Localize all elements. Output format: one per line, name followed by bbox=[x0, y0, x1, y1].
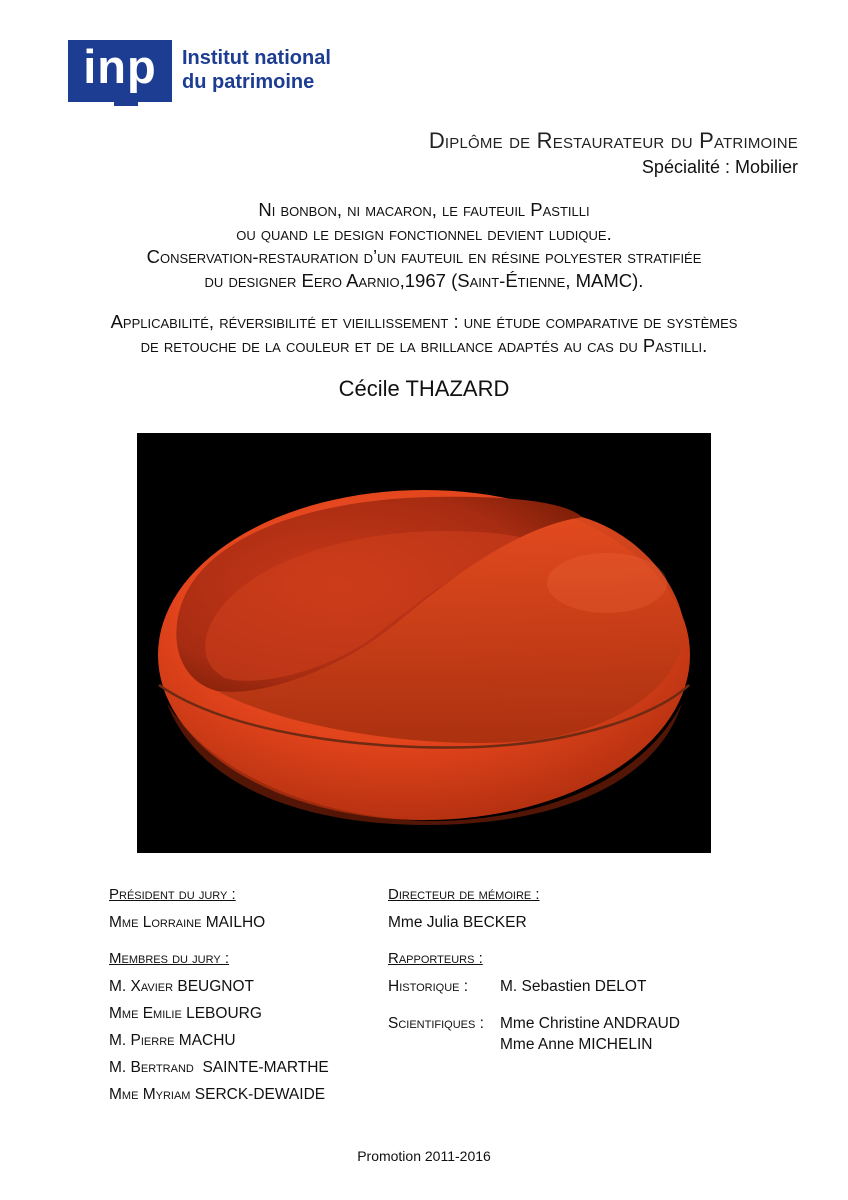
title-line: du designer Eero Aarnio,1967 (Saint-Étienne, MAMC). bbox=[204, 269, 644, 291]
pastilli-chair-photo bbox=[137, 433, 711, 853]
jury-member: Mme Emilie LEBOURG bbox=[109, 1005, 262, 1022]
thesis-title bbox=[40, 198, 808, 292]
thesis-subtitle bbox=[40, 310, 808, 357]
scientifiques-label: Scientifiques : bbox=[388, 1015, 484, 1032]
historique-label: Historique : bbox=[388, 978, 469, 995]
members-heading: Membres du jury : bbox=[109, 950, 230, 967]
jury-member: Mme Myriam SERCK-DEWAIDE bbox=[109, 1086, 326, 1103]
title-line: Ni bonbon, ni macaron, le fauteuil Pastilli bbox=[258, 199, 590, 220]
title-line: ou quand le design fonctionnel devient ludique. bbox=[236, 222, 612, 244]
rapporteur-scientifiques-row bbox=[388, 1010, 680, 1055]
thesis-director: Mme Julia BECKER bbox=[388, 914, 527, 931]
title-line: Conservation-restauration d’un fauteuil en résine polyester stratifiée bbox=[146, 246, 702, 267]
logo-mark bbox=[68, 40, 172, 102]
rapporteur-scientifique: Mme Christine ANDRAUD bbox=[500, 1015, 681, 1032]
subtitle-line: Applicabilité, réversibilité et vieillissement : une étude comparative de systèmes bbox=[110, 311, 738, 332]
promotion-years: Promotion 2011-2016 bbox=[357, 1148, 491, 1164]
president-heading: Président du jury : bbox=[109, 886, 236, 903]
diploma-title: Diplôme de Restaurateur du Patrimoine bbox=[428, 128, 798, 153]
logo-letters: inp bbox=[83, 40, 157, 93]
rapporteur-scientifiques bbox=[500, 1010, 680, 1055]
logo-tab bbox=[114, 102, 138, 106]
jury-president: Mme Lorraine MAILHO bbox=[109, 914, 266, 931]
subtitle-line: de retouche de la couleur et de la brillance adaptés au cas du Pastilli. bbox=[140, 334, 708, 356]
author-name: Cécile THAZARD bbox=[338, 376, 510, 401]
logo-name bbox=[182, 46, 331, 94]
jury-right-column bbox=[388, 886, 680, 1055]
inp-logo bbox=[68, 40, 331, 102]
rapporteur-scientifique: Mme Anne MICHELIN bbox=[500, 1036, 653, 1053]
logo-name-line2: du patrimoine bbox=[182, 71, 315, 93]
jury-member: M. Bertrand SAINTE-MARTHE bbox=[109, 1059, 329, 1076]
chair-illustration bbox=[137, 433, 711, 853]
logo-name-line1: Institut national bbox=[182, 47, 331, 69]
rapporteur-historique-row bbox=[388, 973, 680, 1000]
specialty: Spécialité : Mobilier bbox=[641, 157, 798, 177]
director-heading: Directeur de mémoire : bbox=[388, 886, 540, 903]
rapporteur-historique: M. Sebastien DELOT bbox=[500, 978, 647, 995]
jury-left-column bbox=[109, 886, 329, 1108]
jury-member: M. Xavier BEUGNOT bbox=[109, 978, 255, 995]
rapporteurs-heading: Rapporteurs : bbox=[388, 950, 483, 967]
jury-member: M. Pierre MACHU bbox=[109, 1032, 236, 1049]
